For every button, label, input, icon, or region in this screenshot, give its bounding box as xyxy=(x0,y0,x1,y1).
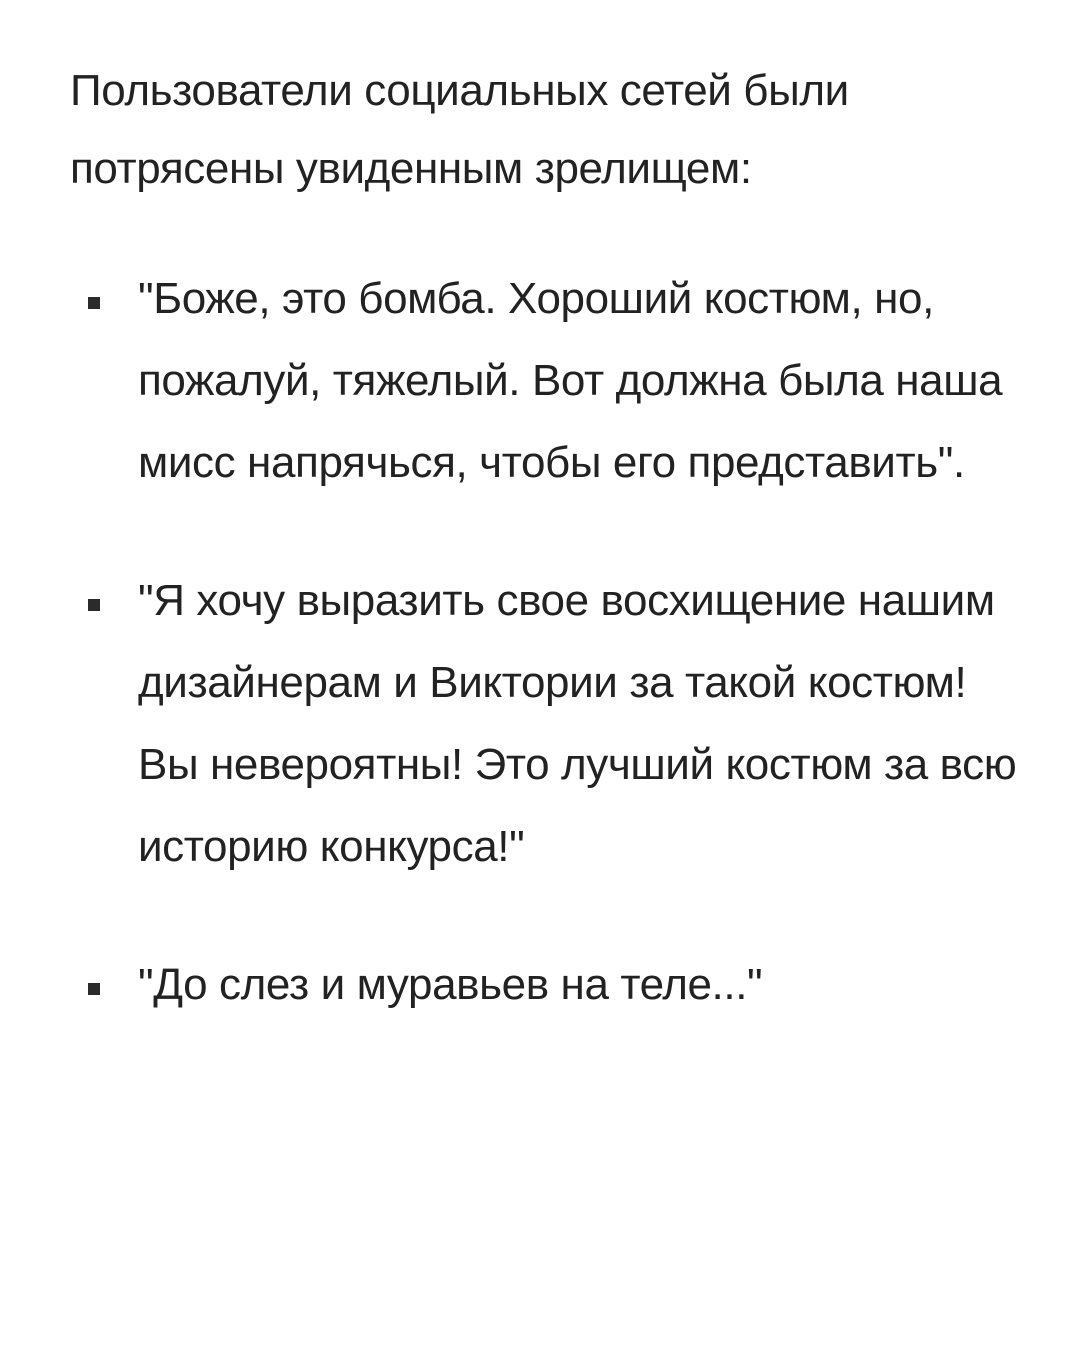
list-item xyxy=(70,258,1030,504)
quote-list xyxy=(70,258,1030,1026)
quote-text: "Я хочу выразить свое восхищение нашим дизайнерам и Виктории за такой костюм! Вы невероятны! Это лучший костюм за всю историю конкурса!" xyxy=(138,576,1017,871)
quote-text: "Боже, это бомба. Хороший костюм, но, пожалуй, тяжелый. Вот должна была наша мисс напрячься, чтобы его представить". xyxy=(138,274,1003,487)
article-body xyxy=(70,52,1030,1026)
quote-text: "До слез и муравьев на теле..." xyxy=(138,960,763,1009)
intro-paragraph: Пользователи социальных сетей были потрясены увиденным зрелищем: xyxy=(70,66,849,193)
list-item xyxy=(70,560,1030,888)
list-item xyxy=(70,944,1030,1026)
square-bullet-icon xyxy=(88,297,100,309)
square-bullet-icon xyxy=(88,599,100,611)
square-bullet-icon xyxy=(88,983,100,995)
